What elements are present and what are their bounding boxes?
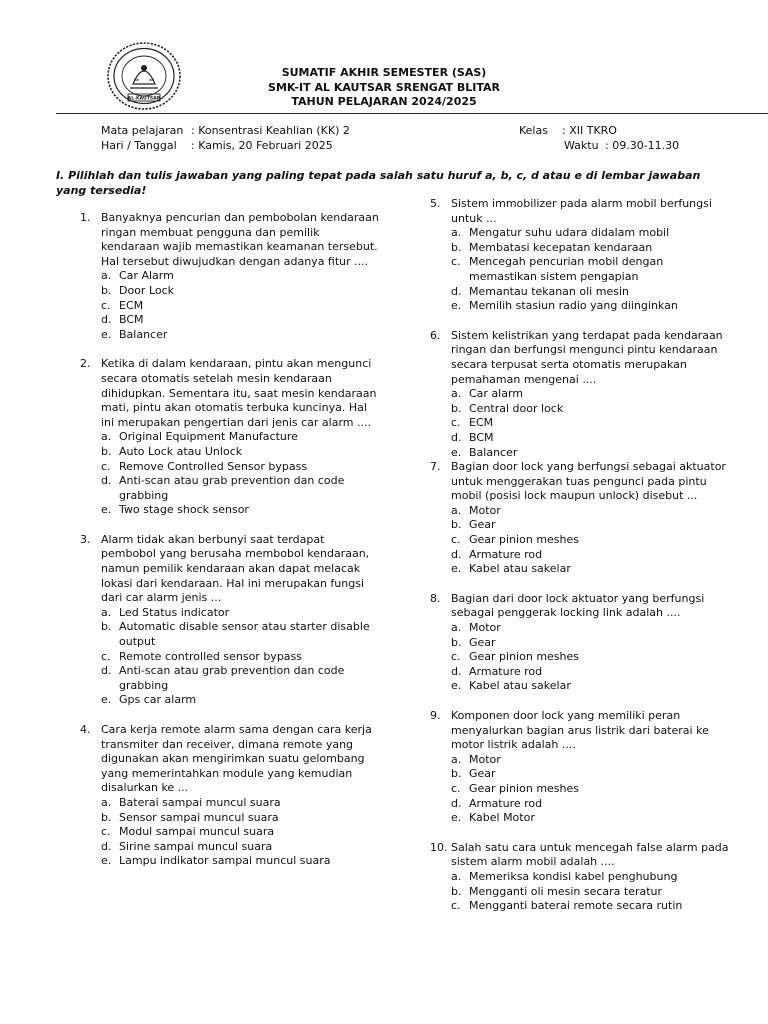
option-letter: b. xyxy=(451,401,462,415)
option-letter: d. xyxy=(101,313,112,327)
option-text: Membatasi kecepatan kendaraan xyxy=(469,240,653,254)
answer-option xyxy=(451,504,730,519)
option-letter: a. xyxy=(451,226,462,240)
option-letter: c. xyxy=(451,650,461,664)
option-text: Gear pinion meshes xyxy=(469,781,579,795)
document-header xyxy=(0,0,768,115)
question-item xyxy=(430,197,730,314)
answer-options xyxy=(101,269,380,342)
answer-option xyxy=(451,548,730,563)
answer-option xyxy=(101,796,380,811)
option-text: Baterai sampai muncul suara xyxy=(119,795,281,809)
date-label: Hari / Tanggal xyxy=(101,139,177,152)
title-line-3: TAHUN PELAJARAN 2024/2025 xyxy=(291,95,477,108)
option-letter: a. xyxy=(451,621,462,635)
question-text: Bagian dari door lock aktuator yang berfungsi sebagai penggerak locking link adalah .... xyxy=(451,591,705,620)
option-letter: e. xyxy=(101,693,112,707)
class-label: Kelas xyxy=(519,124,548,137)
time-value: : 09.30-11.30 xyxy=(605,139,680,152)
option-text: Mengganti oli mesin secara teratur xyxy=(469,884,663,898)
question-text: Alarm tidak akan berbunyi saat terdapat pembobol yang berusaha membobol kendaraan, namun pemilik kendaraan akan dapat melacak lokasi dari kendaraan. Hal ini merupakan fungsi dari car alarm jenis ... xyxy=(101,532,370,605)
option-text: ECM xyxy=(119,298,144,312)
option-text: Mengganti baterai remote secara rutin xyxy=(469,899,683,913)
subject-label: Mata pelajaran xyxy=(101,124,184,137)
title-line-2: SMK-IT AL KAUTSAR SRENGAT BLITAR xyxy=(268,80,500,94)
answer-option xyxy=(451,387,730,402)
question-number: 8. xyxy=(430,591,441,605)
option-text: Armature rod xyxy=(469,664,543,678)
question-number: 4. xyxy=(80,723,91,736)
option-letter: b. xyxy=(451,884,462,898)
option-text: Gear xyxy=(469,518,496,532)
answer-option xyxy=(101,664,380,693)
answer-option xyxy=(451,811,730,826)
option-letter: c. xyxy=(101,459,111,473)
option-text: Balancer xyxy=(469,445,518,459)
option-letter: c. xyxy=(101,649,111,663)
answer-option xyxy=(101,503,380,518)
option-letter: e. xyxy=(451,679,462,693)
answer-option xyxy=(451,767,730,782)
answer-option xyxy=(451,899,730,914)
answer-options xyxy=(451,621,730,694)
questions-left-column xyxy=(80,211,380,869)
option-letter: d. xyxy=(451,547,462,561)
option-text: Memilih stasiun radio yang diinginkan xyxy=(469,299,678,313)
answer-option xyxy=(451,299,730,314)
question-text: Ketika di dalam kendaraan, pintu akan mengunci secara otomatis setelah mesin kendaraan dihidupkan. Sementara itu, saat mesin kendaraan mati, pintu akan otomatis terbuka kuncinya. Hal ini merupakan pengertian dari jenis car alarm .... xyxy=(101,357,377,429)
option-letter: e. xyxy=(451,562,462,576)
option-letter: e. xyxy=(451,299,462,313)
answer-option xyxy=(451,518,730,533)
option-text: Kabel atau sakelar xyxy=(469,679,571,693)
question-number: 9. xyxy=(430,709,441,722)
answer-option xyxy=(451,562,730,577)
answer-option xyxy=(451,797,730,812)
question-number: 1. xyxy=(80,211,91,224)
answer-option xyxy=(451,636,730,651)
option-text: Motor xyxy=(469,621,501,635)
option-letter: b. xyxy=(451,518,462,532)
option-letter: e. xyxy=(101,503,112,517)
answer-options xyxy=(101,606,380,708)
answer-option xyxy=(451,285,730,300)
option-letter: b. xyxy=(451,240,462,254)
option-text: Motor xyxy=(469,752,501,766)
answer-option xyxy=(451,416,730,431)
option-letter: a. xyxy=(101,605,112,619)
question-item xyxy=(80,211,380,342)
option-letter: a. xyxy=(101,430,112,444)
answer-option xyxy=(101,474,380,503)
option-text: Gear xyxy=(469,635,496,649)
option-letter: b. xyxy=(101,810,112,824)
option-letter: c. xyxy=(451,416,461,430)
option-text: BCM xyxy=(119,313,144,327)
answer-option xyxy=(101,299,380,314)
question-item xyxy=(430,592,730,694)
option-text: Kabel Motor xyxy=(469,811,535,825)
option-letter: e. xyxy=(101,327,112,341)
option-letter: c. xyxy=(451,255,461,269)
answer-option xyxy=(101,693,380,708)
option-text: Motor xyxy=(469,503,501,517)
question-number: 7. xyxy=(430,460,441,474)
date-row xyxy=(101,139,333,154)
option-letter: c. xyxy=(101,825,111,839)
option-text: Automatic disable sensor atau starter disable output xyxy=(119,620,370,649)
option-letter: c. xyxy=(101,298,111,312)
answer-option xyxy=(101,460,380,475)
option-text: Balancer xyxy=(119,327,168,341)
question-item xyxy=(80,533,380,708)
question-number: 3. xyxy=(80,532,91,546)
answer-options xyxy=(101,430,380,518)
answer-option xyxy=(451,650,730,665)
question-text: Sistem immobilizer pada alarm mobil berfungsi untuk ... xyxy=(451,197,712,225)
questions-right-column xyxy=(430,197,730,914)
option-letter: a. xyxy=(101,795,112,809)
option-letter: d. xyxy=(101,664,112,678)
answer-option xyxy=(451,446,730,461)
option-text: Door Lock xyxy=(119,283,175,297)
answer-option xyxy=(451,782,730,797)
answer-option xyxy=(101,840,380,855)
option-text: Gear pinion meshes xyxy=(469,650,579,664)
option-letter: d. xyxy=(451,430,462,444)
answer-option xyxy=(451,870,730,885)
option-letter: b. xyxy=(101,444,112,458)
answer-option xyxy=(101,313,380,328)
option-text: Car Alarm xyxy=(119,269,174,283)
answer-option xyxy=(451,621,730,636)
answer-option xyxy=(451,885,730,900)
option-letter: d. xyxy=(451,284,462,298)
answer-option xyxy=(101,328,380,343)
subject-row xyxy=(101,124,350,139)
option-text: Armature rod xyxy=(469,547,543,561)
question-item xyxy=(430,329,730,460)
answer-option xyxy=(451,679,730,694)
option-letter: e. xyxy=(101,854,112,868)
option-text: Original Equipment Manufacture xyxy=(119,430,298,444)
subject-value: : Konsentrasi Keahlian (KK) 2 xyxy=(191,124,350,137)
school-logo xyxy=(106,42,182,112)
header-divider xyxy=(56,113,768,114)
logo-text: AL-KAUTSAR xyxy=(127,96,161,102)
option-text: Two stage shock sensor xyxy=(119,503,249,517)
option-text: Anti-scan atau grab prevention dan code grabbing xyxy=(119,474,345,502)
answer-option xyxy=(101,606,380,621)
question-text: Bagian door lock yang berfungsi sebagai aktuator untuk menggerakan tuas pengunci pada pintu mobil (posisi lock maupun unlock) disebut ... xyxy=(451,460,726,503)
question-text: Salah satu cara untuk mencegah false alarm pada sistem alarm mobil adalah .... xyxy=(451,840,729,869)
option-text: Gear pinion meshes xyxy=(469,533,579,547)
option-letter: d. xyxy=(451,796,462,810)
time-label: Waktu xyxy=(564,139,599,152)
question-item xyxy=(80,357,380,518)
option-text: Gps car alarm xyxy=(119,693,197,707)
option-text: Remote controlled sensor bypass xyxy=(119,649,302,663)
option-letter: c. xyxy=(451,781,461,795)
option-letter: d. xyxy=(101,839,112,853)
option-letter: b. xyxy=(101,283,112,297)
option-text: ECM xyxy=(469,416,494,430)
answer-options xyxy=(451,504,730,577)
answer-option xyxy=(451,402,730,417)
question-number: 5. xyxy=(430,197,441,210)
answer-option xyxy=(101,854,380,869)
option-letter: a. xyxy=(451,503,462,517)
option-letter: a. xyxy=(101,269,112,283)
option-text: Central door lock xyxy=(469,401,564,415)
answer-option xyxy=(101,430,380,445)
answer-option xyxy=(101,284,380,299)
option-text: Sensor sampai muncul suara xyxy=(119,810,279,824)
option-text: Armature rod xyxy=(469,796,543,810)
option-letter: c. xyxy=(451,899,461,913)
answer-option xyxy=(451,431,730,446)
document-title xyxy=(200,66,568,110)
option-text: Sirine sampai muncul suara xyxy=(119,839,273,853)
option-text: Anti-scan atau grab prevention dan code grabbing xyxy=(119,664,345,692)
option-letter: a. xyxy=(451,869,462,883)
option-text: BCM xyxy=(469,430,494,444)
option-letter: d. xyxy=(101,474,112,488)
option-letter: b. xyxy=(451,635,462,649)
option-text: Gear xyxy=(469,767,496,781)
option-letter: a. xyxy=(451,752,462,766)
question-number: 2. xyxy=(80,357,91,371)
option-text: Auto Lock atau Unlock xyxy=(119,444,243,458)
question-number: 10. xyxy=(430,840,448,854)
option-text: Led Status indicator xyxy=(119,605,230,619)
question-item xyxy=(430,460,730,577)
answer-option xyxy=(451,753,730,768)
question-text: Komponen door lock yang memiliki peran menyalurkan bagian arus listrik dari baterai ke motor listrik adalah .... xyxy=(451,709,709,752)
option-letter: e. xyxy=(451,445,462,459)
option-text: Memantau tekanan oli mesin xyxy=(469,284,629,298)
answer-option xyxy=(451,226,730,241)
question-item xyxy=(80,723,380,869)
option-letter: c. xyxy=(451,533,461,547)
answer-options xyxy=(451,226,730,314)
option-letter: b. xyxy=(101,620,112,634)
option-text: Lampu indikator sampai muncul suara xyxy=(119,854,331,868)
question-text: Sistem kelistrikan yang terdapat pada kendaraan ringan dan berfungsi mengunci pintu kendaraan secara terpusat serta otomatis merupakan pemahaman mengenai .... xyxy=(451,328,723,386)
option-letter: a. xyxy=(451,387,462,401)
answer-options xyxy=(451,870,730,914)
option-text: Kabel atau sakelar xyxy=(469,562,571,576)
answer-option xyxy=(101,445,380,460)
question-item xyxy=(430,709,730,826)
answer-option xyxy=(451,255,730,284)
title-line-1: SUMATIF AKHIR SEMESTER (SAS) xyxy=(281,66,487,79)
answer-option xyxy=(101,811,380,826)
answer-option xyxy=(451,241,730,256)
option-text: Car alarm xyxy=(469,387,524,401)
option-letter: b. xyxy=(451,767,462,781)
question-text: Banyaknya pencurian dan pembobolan kendaraan ringan membuat pengguna dan pemilik kendaraan wajib memastikan keamanan tersebut. Hal tersebut diwujudkan dengan adanya fitur .... xyxy=(101,211,379,268)
class-value: : XII TKRO xyxy=(562,124,617,137)
question-item xyxy=(430,841,730,914)
option-text: Modul sampai muncul suara xyxy=(119,825,275,839)
answer-option xyxy=(101,825,380,840)
option-text: Mencegah pencurian mobil dengan memastikan sistem pengapian xyxy=(469,255,664,283)
option-text: Memeriksa kondisi kabel penghubung xyxy=(469,869,678,883)
date-value: : Kamis, 20 Februari 2025 xyxy=(191,139,333,152)
answer-options xyxy=(451,753,730,826)
question-number: 6. xyxy=(430,328,441,342)
answer-option xyxy=(451,533,730,548)
answer-option xyxy=(101,269,380,284)
instruction-text: I. Pilihlah dan tulis jawaban yang paling tepat pada salah satu huruf a, b, c, d atau e di lembar jawaban yang tersedia! xyxy=(56,169,701,197)
option-letter: e. xyxy=(451,811,462,825)
answer-options xyxy=(101,796,380,869)
class-row xyxy=(519,124,617,139)
question-text: Cara kerja remote alarm sama dengan cara kerja transmiter dan receiver, dimana remote yang digunakan akan mengirimkan suatu gelombang yang memerintahkan module yang kemudian disalurkan ke ... xyxy=(101,723,372,795)
option-letter: d. xyxy=(451,664,462,678)
answer-options xyxy=(451,387,730,460)
time-row xyxy=(564,139,679,154)
answer-option xyxy=(101,650,380,665)
option-text: Mengatur suhu udara didalam mobil xyxy=(469,226,670,240)
option-text: Remove Controlled Sensor bypass xyxy=(119,459,308,473)
answer-option xyxy=(451,665,730,680)
answer-option xyxy=(101,620,380,649)
